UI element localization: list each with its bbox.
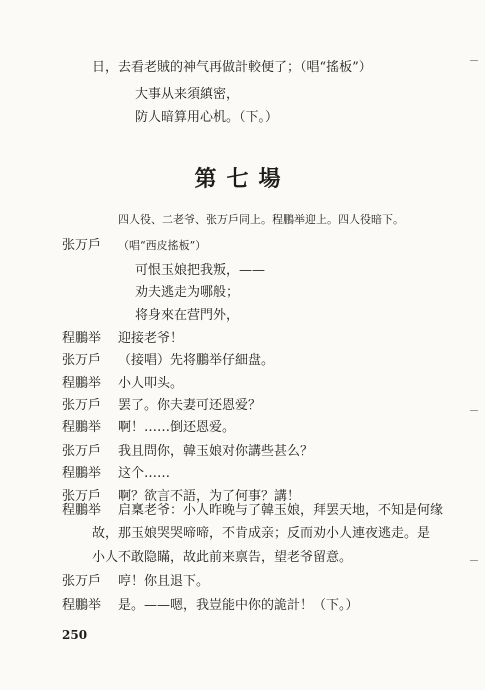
verse-text: 可恨玉娘把我叛，—— bbox=[135, 263, 266, 278]
dialogue-text: 小人叩头。 bbox=[118, 376, 184, 391]
dialogue-text: 启稟老爷：小人昨晚与了韓玉娘，拜罢天地，不知是何缘 bbox=[118, 503, 444, 518]
speaker-name: 张万戶 bbox=[62, 444, 102, 459]
dialogue-text: 我且問你，韓玉娘对你講些甚么？ bbox=[118, 444, 314, 459]
scene-title: 第七場 bbox=[194, 166, 291, 192]
dialogue-text: 这个…… bbox=[118, 466, 171, 481]
margin-mark bbox=[470, 410, 478, 411]
dialogue-text: 是。——嗯，我豈能中你的詭計！（下。） bbox=[118, 598, 359, 613]
speaker-name: 程鵬举 bbox=[62, 503, 102, 518]
speaker-name: 程鵬举 bbox=[62, 466, 102, 481]
speaker-name: 程鵬举 bbox=[62, 376, 102, 391]
dialogue-text: 哼！你且退下。 bbox=[118, 574, 210, 589]
dialogue-text: （唱“西皮搖板”） bbox=[118, 239, 207, 252]
dialogue-text: 小人不敢隐瞞，故此前来禀告，望老爷留意。 bbox=[92, 550, 353, 565]
top-line-text: 日，去看老賊的神气再做計較便了；（唱“搖板”） bbox=[92, 60, 372, 75]
verse-text: 防人暗算用心机。（下。） bbox=[135, 110, 279, 125]
dialogue-text: 故，那玉娘哭哭啼啼，不肯成亲；反而劝小人連夜逃走。是 bbox=[92, 526, 431, 541]
margin-mark bbox=[470, 560, 478, 561]
verse-text: 劝夫逃走为哪般； bbox=[135, 285, 240, 300]
dialogue-text: 啊？欲言不語，为了何事？講！ bbox=[118, 489, 301, 504]
page-number: 250 bbox=[62, 628, 88, 642]
verse-text: 将身來在营門外， bbox=[135, 308, 240, 323]
dialogue-text: 迎接老爷！ bbox=[118, 331, 184, 346]
speaker-name: 程鵬举 bbox=[62, 331, 102, 346]
speaker-name: 张万戶 bbox=[62, 489, 102, 504]
dialogue-text: 罢了。你夫妻可还恩爱？ bbox=[118, 398, 262, 413]
speaker-name: 张万戶 bbox=[62, 574, 102, 589]
dialogue-text: 啊！……倒还恩爱。 bbox=[118, 420, 236, 435]
dialogue-text: （接唱）先将鵬举仔細盘。 bbox=[118, 353, 275, 368]
verse-text: 大事从来須縝密， bbox=[135, 87, 240, 102]
speaker-name: 张万戶 bbox=[62, 398, 102, 413]
speaker-name: 程鵬举 bbox=[62, 420, 102, 435]
stage-direction: 四人役、二老爷、张万戶同上。程鵬举迎上。四人役暗下。 bbox=[118, 213, 404, 226]
speaker-name: 张万戶 bbox=[62, 353, 102, 368]
speaker-name: 程鵬举 bbox=[62, 598, 102, 613]
margin-mark bbox=[470, 60, 478, 61]
speaker-name: 张万戶 bbox=[62, 238, 102, 253]
